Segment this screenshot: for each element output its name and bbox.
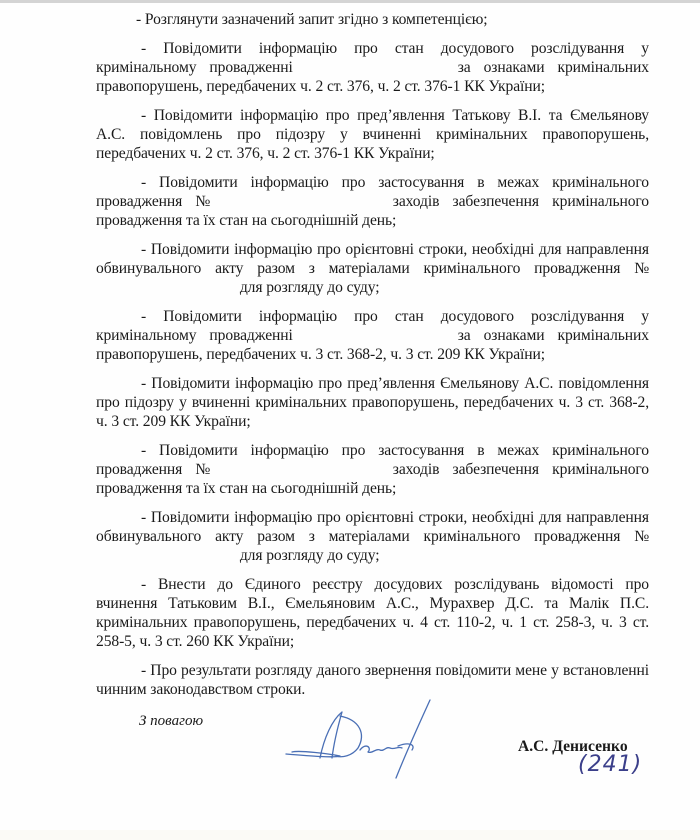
- paragraph-register-entry: [96, 575, 649, 651]
- signer-name: А.С. Денисенко: [518, 738, 628, 755]
- paragraph-text: - Внести до Єдиного реєстру досудових розслідувань відомості про вчинення Татьковим В.І., Ємельяновим А.С., Мурахвер Д.С. та Малік П.С. кримінальних правопорушень, передбачених ч. 4 ст. 110-2, ч. 1 ст. 258-3, ч. 3 ст. 258-5, ч. 3 ст. 260 КК України;: [96, 576, 649, 650]
- paragraph-text: заходів забезпечення кримінального провадження та їх стан на сьогоднішній день;: [96, 193, 650, 229]
- paragraph-text: - Повідомити інформацію про стан досудового розслідування у кримінальному провадженні: [96, 308, 649, 344]
- paragraph-text: - Повідомити інформацію про стан досудового розслідування у кримінальному провадженні: [96, 40, 649, 76]
- scan-top-edge: [0, 0, 700, 3]
- paragraph-text: - Повідомити інформацію про застосування в межах кримінального провадження №: [96, 442, 649, 478]
- paragraph-investigation-status-368: [96, 307, 649, 364]
- paragraph-text: - Повідомити інформацію про орієнтовні строки, необхідні для направлення обвинувального акту разом з матеріалами кримінального провадження №: [96, 509, 649, 545]
- paragraph-suspicion-notice-376: [96, 106, 649, 163]
- paragraph-investigation-status-376: [96, 39, 649, 96]
- paragraph-indictment-terms-2: [96, 508, 649, 565]
- paragraph-text: заходів забезпечення кримінального провадження та їх стан на сьогоднішній день;: [96, 461, 650, 497]
- paragraph-suspicion-notice-368: [96, 374, 649, 431]
- paragraph-text: для розгляду до суду;: [239, 279, 380, 296]
- paragraph-text: - Повідомити інформацію про пред’явлення Ємельянову А.С. повідомлення про підозру у вчиненні кримінальних правопорушень, передбачених ч. 3 ст. 368-2, ч. 3 ст. 209 КК України;: [96, 375, 649, 430]
- scan-bottom-edge: [0, 830, 700, 840]
- paragraph-security-measures-2: [96, 441, 649, 498]
- handwritten-signature-icon: [280, 698, 460, 788]
- letter-body: [96, 10, 649, 709]
- paragraph-indictment-terms-1: [96, 240, 649, 297]
- paragraph-text: - Повідомити інформацію про застосування в межах кримінального провадження №: [96, 174, 649, 210]
- paragraph-text: - Розглянути зазначений запит згідно з компетенцією;: [136, 11, 488, 28]
- handwritten-page-number: (241): [578, 752, 643, 777]
- paragraph-notify-results: [96, 661, 649, 699]
- paragraph-text: - Повідомити інформацію про орієнтовні строки, необхідні для направлення обвинувального акту разом з матеріалами кримінального провадження №: [96, 241, 649, 277]
- paragraph-text: за ознаками кримінальних правопорушень, передбачених ч. 3 ст. 368-2, ч. 3 ст. 209 КК України;: [96, 327, 649, 363]
- paragraph-text: - Повідомити інформацію про пред’явлення Татькову В.І. та Ємельянову А.С. повідомлень про підозру у вчиненні кримінальних правопорушень, передбачених ч. 2 ст. 376, ч. 2 ст. 376-1 КК України;: [96, 107, 649, 162]
- paragraph-text: за ознаками кримінальних правопорушень, передбачених ч. 2 ст. 376, ч. 2 ст. 376-1 КК України;: [96, 59, 649, 95]
- paragraph-security-measures-1: [96, 173, 649, 230]
- paragraph-consider-request: [96, 10, 649, 29]
- paragraph-text: для розгляду до суду;: [239, 547, 380, 564]
- paragraph-text: - Про результати розгляду даного звернення повідомити мене у встановленні чинним законодавством строки.: [96, 662, 649, 698]
- closing-phrase: З повагою: [139, 713, 204, 729]
